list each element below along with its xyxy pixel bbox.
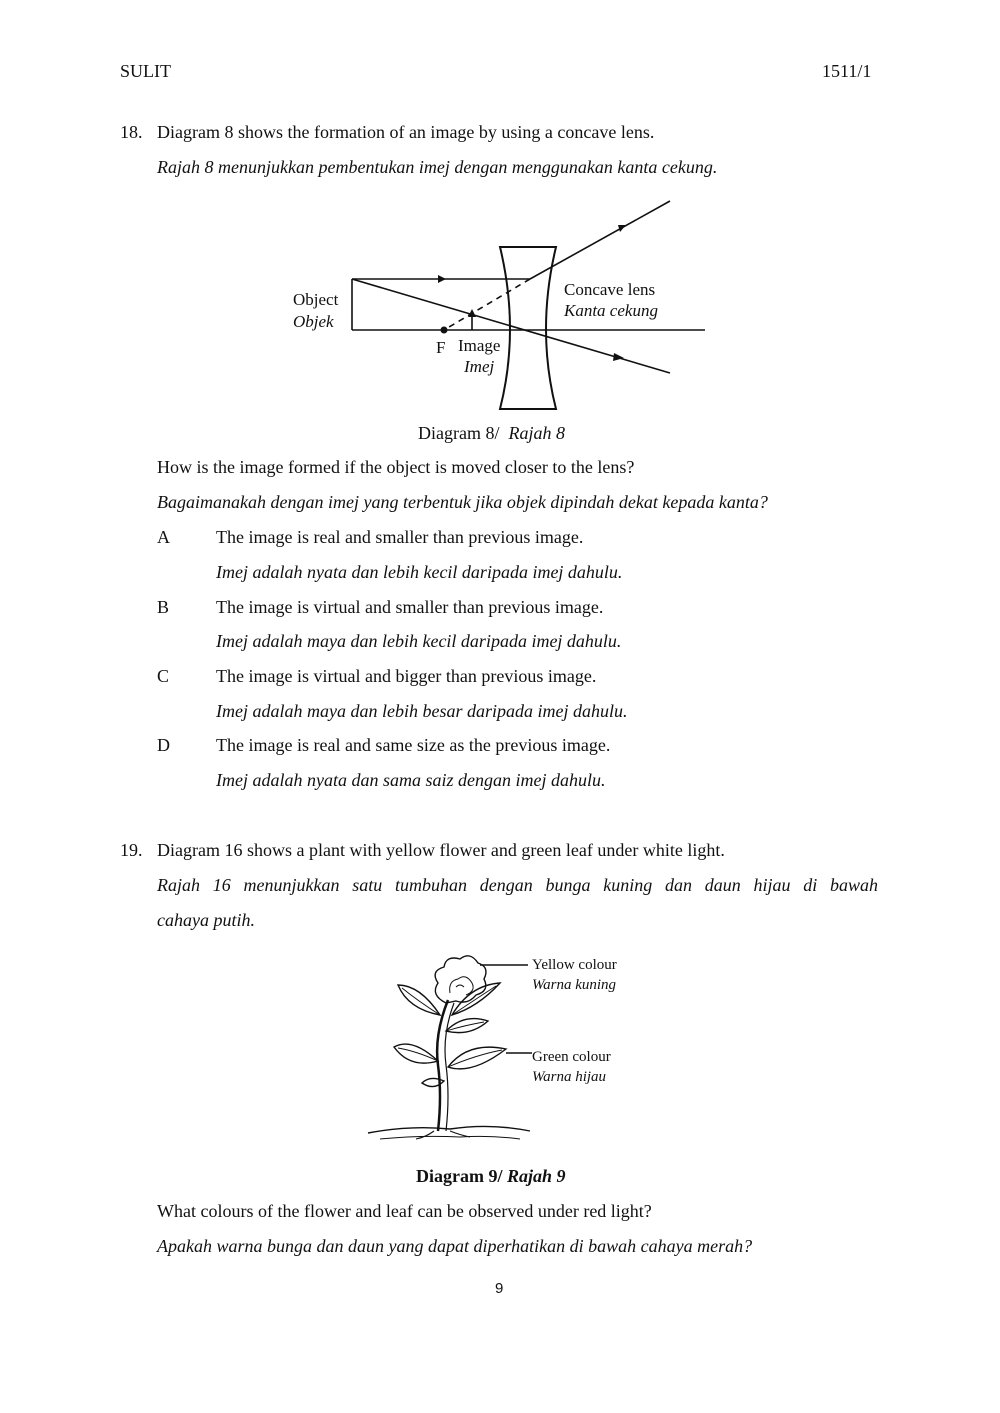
image-label-ms: Imej [464,357,495,376]
option-a-letter[interactable]: A [157,527,170,547]
diagram8-caption-en: Diagram 8/ [418,423,500,443]
q19-stem-ms-line1: Rajah 16 menunjukkan satu tumbuhan dengan bunga kuning dan daun hijau di bawah [157,875,878,895]
option-d-letter[interactable]: D [157,735,170,755]
focus-label: F [436,338,446,357]
option-d-text: The image is real and same size as the previous image. [216,735,611,755]
q19-stem-en: Diagram 16 shows a plant with yellow flower and green leaf under white light. [157,840,725,860]
ground-line [380,1136,520,1139]
concave-lens-diagram [280,195,720,420]
plant-diagram [360,945,660,1150]
option-b-text: The image is virtual and smaller than previous image. [216,597,604,617]
option-c-text: The image is virtual and bigger than previous image. [216,666,597,686]
option-b-letter[interactable]: B [157,597,170,617]
diagram9-caption-en: Diagram 9/ [416,1166,503,1186]
header-left: SULIT [120,61,171,81]
ray-arrowhead [618,225,626,232]
q18-question-ms: Bagaimanakah dengan imej yang terbentuk jika objek dipindah dekat kepada kanta? [157,492,768,512]
leaf [448,1047,506,1069]
q18-question-en: How is the image formed if the object is moved closer to the lens? [157,457,635,477]
object-label-ms: Objek [293,312,334,331]
option-b-text-ms: Imej adalah maya dan lebih kecil daripada imej dahulu. [216,631,622,651]
ray-arrowhead [613,353,624,361]
leaf-label: Green colour [532,1049,611,1065]
option-c-letter[interactable]: C [157,666,170,686]
leaf-label-ms: Warna hijau [532,1069,607,1085]
flower-head [435,956,486,1003]
flower-label: Yellow colour [532,957,617,973]
concave-lens-shape [500,247,556,409]
q18-stem-en: Diagram 8 shows the formation of an image by using a concave lens. [157,122,655,142]
diagram8-caption [418,422,565,444]
option-a-text: The image is real and smaller than previous image. [216,527,584,547]
q18-stem-ms: Rajah 8 menunjukkan pembentukan imej dengan menggunakan kanta cekung. [157,157,718,177]
leaf [394,1044,438,1063]
q19-stem-ms-line2: cahaya putih. [157,910,255,930]
lens-label: Concave lens [564,280,656,299]
lens-label-ms: Kanta cekung [564,301,658,320]
ray-arrowhead [438,275,446,283]
diagram9-caption [416,1165,566,1187]
q19-question-ms: Apakah warna bunga dan daun yang dapat diperhatikan di bawah cahaya merah? [157,1236,753,1256]
header-right: 1511/1 [822,61,872,81]
diagram8-caption-ms: Rajah 8 [508,423,565,443]
flower-label-ms: Warna kuning [532,977,617,993]
page-number: 9 [495,1280,504,1297]
option-c-text-ms: Imej adalah maya dan lebih besar daripada imej dahulu. [216,701,628,721]
diagram9-caption-ms: Rajah 9 [506,1166,566,1186]
option-a-text-ms: Imej adalah nyata dan lebih kecil daripada imej dahulu. [216,562,623,582]
focal-point [441,327,448,334]
ground-line [368,1126,530,1133]
refracted-ray-diverging [530,201,670,279]
option-d-text-ms: Imej adalah nyata dan sama saiz dengan imej dahulu. [216,770,606,790]
q18-number: 18. [120,122,143,142]
q19-question-en: What colours of the flower and leaf can be observed under red light? [157,1201,652,1221]
object-label: Object [293,290,339,309]
virtual-ray-dashed [444,279,530,330]
image-label: Image [458,336,501,355]
q19-number: 19. [120,840,143,860]
